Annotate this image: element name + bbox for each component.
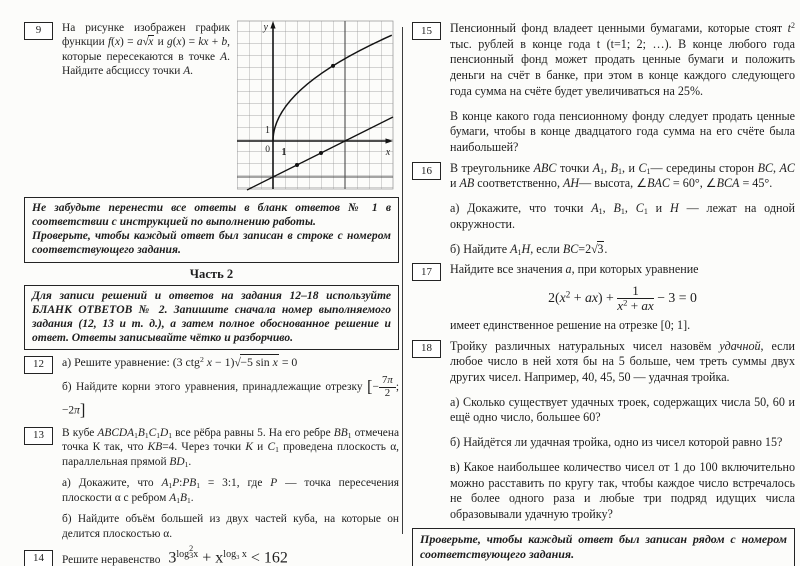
task-14 <box>24 546 399 566</box>
right-column <box>412 21 795 566</box>
task-13-intro: В кубе $ABCDA_1B_1C_1D_1$ все рёбра равны 5. На его ребре $BB_1$ отмечена точка К так, что KB=4. Через точки K и $C_1$ проведена плоскость α, параллельная прямой $BD_1$. <box>62 426 400 469</box>
task-17 <box>412 262 795 333</box>
task-9-number: 9 <box>24 22 53 40</box>
task-18-part-b: б) Найдётся ли удачная тройка, одно из чисел которой равно 15? <box>450 435 783 450</box>
task-12-number: 12 <box>24 356 53 374</box>
task-15 <box>412 21 795 156</box>
function-graph <box>237 19 394 192</box>
task-16-intro: В треугольнике ABC точки $A_1$, $B_1$, и $C_1—$ середины сторон BC, AC и AB соответственно, AH— высота, ∠BAC = 60°, ∠BCA = 45°. <box>450 160 796 191</box>
line-point-marker-2 <box>319 151 323 155</box>
task-18-part-a: а) Сколько существует удачных троек, содержащих числа 50, 60 и ещё одно число, большее 60? <box>450 394 795 425</box>
origin-label: 0 <box>265 145 270 155</box>
notice-box-3: Проверьте, чтобы каждый ответ был записан рядом с номером соответствующего задания. <box>412 528 795 566</box>
line-point-marker-1 <box>295 163 299 167</box>
task-18-number: 18 <box>412 340 441 358</box>
notice-1-line-1: Не забудьте перенести все ответы в бланк ответов № 1 в соответствии с инструкцией по выполнению работы. <box>32 201 391 229</box>
task-17-outro: имеет единственное решение на отрезке [0; 1]. <box>450 317 691 332</box>
part-2-heading: Часть 2 <box>189 266 234 281</box>
task-17-intro: Найдите все значения a, при которых уравнение <box>450 262 699 277</box>
left-column <box>24 21 399 566</box>
task-15-paragraph-1: Пенсионный фонд владеет ценными бумагами, которые стоят $t^2$ тыс. рублей в конце года t (t=1; 2; …). В конце любого года пенсионный фонд может продать ценные бумаги и положить деньги на счёт в банке, при этом в конце каждого следующего года сумма на счёте будет увеличиваться на 25%. <box>450 21 795 98</box>
task-17-equation: $2(x^2 + ax)$ + $\frac{1}{x^2 + ax}$ − 3 = 0 <box>548 283 697 314</box>
task-18-part-c: в) Какое наибольшее количество чисел от 1 до 100 включительно можно расставить по кругу так, чтобы каждое число встречалось не более одного раза и любые три подряд идущих числа образовывали удачную тройку? <box>450 459 795 522</box>
task-17-number: 17 <box>412 263 441 281</box>
task-13-part-b: б) Найдите объём большей из двух частей куба, на которые он делится плоскостью α. <box>62 513 399 540</box>
y-unit-label: 1 <box>265 125 270 136</box>
x-unit-label: 1 <box>281 147 287 158</box>
task-12-part-a: а) Решите уравнение: (3 ctg$^2$ x − 1)√−5 sin x = 0 <box>62 355 298 370</box>
y-axis-label: y <box>263 22 268 33</box>
notice-1-line-2: Проверьте, чтобы каждый ответ был записан в строке с номером соответствующего задания. <box>32 229 391 257</box>
notice-box-1 <box>24 197 399 263</box>
task-13-part-a: а) Докажите, что $A_1P:PB_1$ = 3:1, где P — точка пересечения плоскости α с ребром $A_1B_1$. <box>62 477 399 505</box>
task-13-number: 13 <box>24 427 53 445</box>
task-18 <box>412 339 795 523</box>
task-9-text: На рисунке изображен график функции f(x) = a√x и g(x) = kx + b, которые пересекаются в точке A. Найдите абсциссу точки A. <box>62 22 231 78</box>
task-12-part-b: б) Найдите корни этого уравнения, принадлежащие отрезку [− $\frac{7\pi}{2}$ ; −2π] <box>62 374 399 419</box>
notice-box-2: Для записи решений и ответов на задания 12–18 используйте БЛАНК ОТВЕТОВ № 2. Запишите сначала номер выполняемого задания (12, 13 и т. д.), а затем полное обоснованное решение и ответ. Ответы записывайте чётко и разборчиво. <box>24 285 399 351</box>
task-16-number: 16 <box>412 162 441 180</box>
task-14-inequality: $3^{log 2 3 x} + x^{log_3 x} < 162$ <box>168 544 288 566</box>
task-14-label: Решите неравенство <box>62 553 161 566</box>
task-9 <box>24 21 399 192</box>
column-divider <box>402 27 403 534</box>
curve-point-marker <box>331 64 335 68</box>
task-15-paragraph-2: В конце какого года пенсионному фонду следует продать ценные бумаги, чтобы в конце двадцатого года сумма на его счёте была наибольшей? <box>450 108 795 155</box>
task-14-number: 14 <box>24 550 53 566</box>
task-13 <box>24 426 399 541</box>
task-16-part-a: а) Докажите, что точки $A_1$, $B_1$, $C_1$ и H — лежат на одной окружности. <box>450 201 796 231</box>
task-12 <box>24 355 399 421</box>
task-15-number: 15 <box>412 22 441 40</box>
task-18-intro: Тройку различных натуральных чисел назовём удачной, если любое число в ней хотя бы на 5 больше, чем треть суммы двух других чисел. Например, 40, 45, 50 — удачная тройка. <box>450 338 796 385</box>
task-16-part-b: б) Найдите $A_1H$, если BC=2√3. <box>450 241 608 257</box>
task-16 <box>412 161 795 258</box>
x-axis-label: x <box>385 147 391 158</box>
